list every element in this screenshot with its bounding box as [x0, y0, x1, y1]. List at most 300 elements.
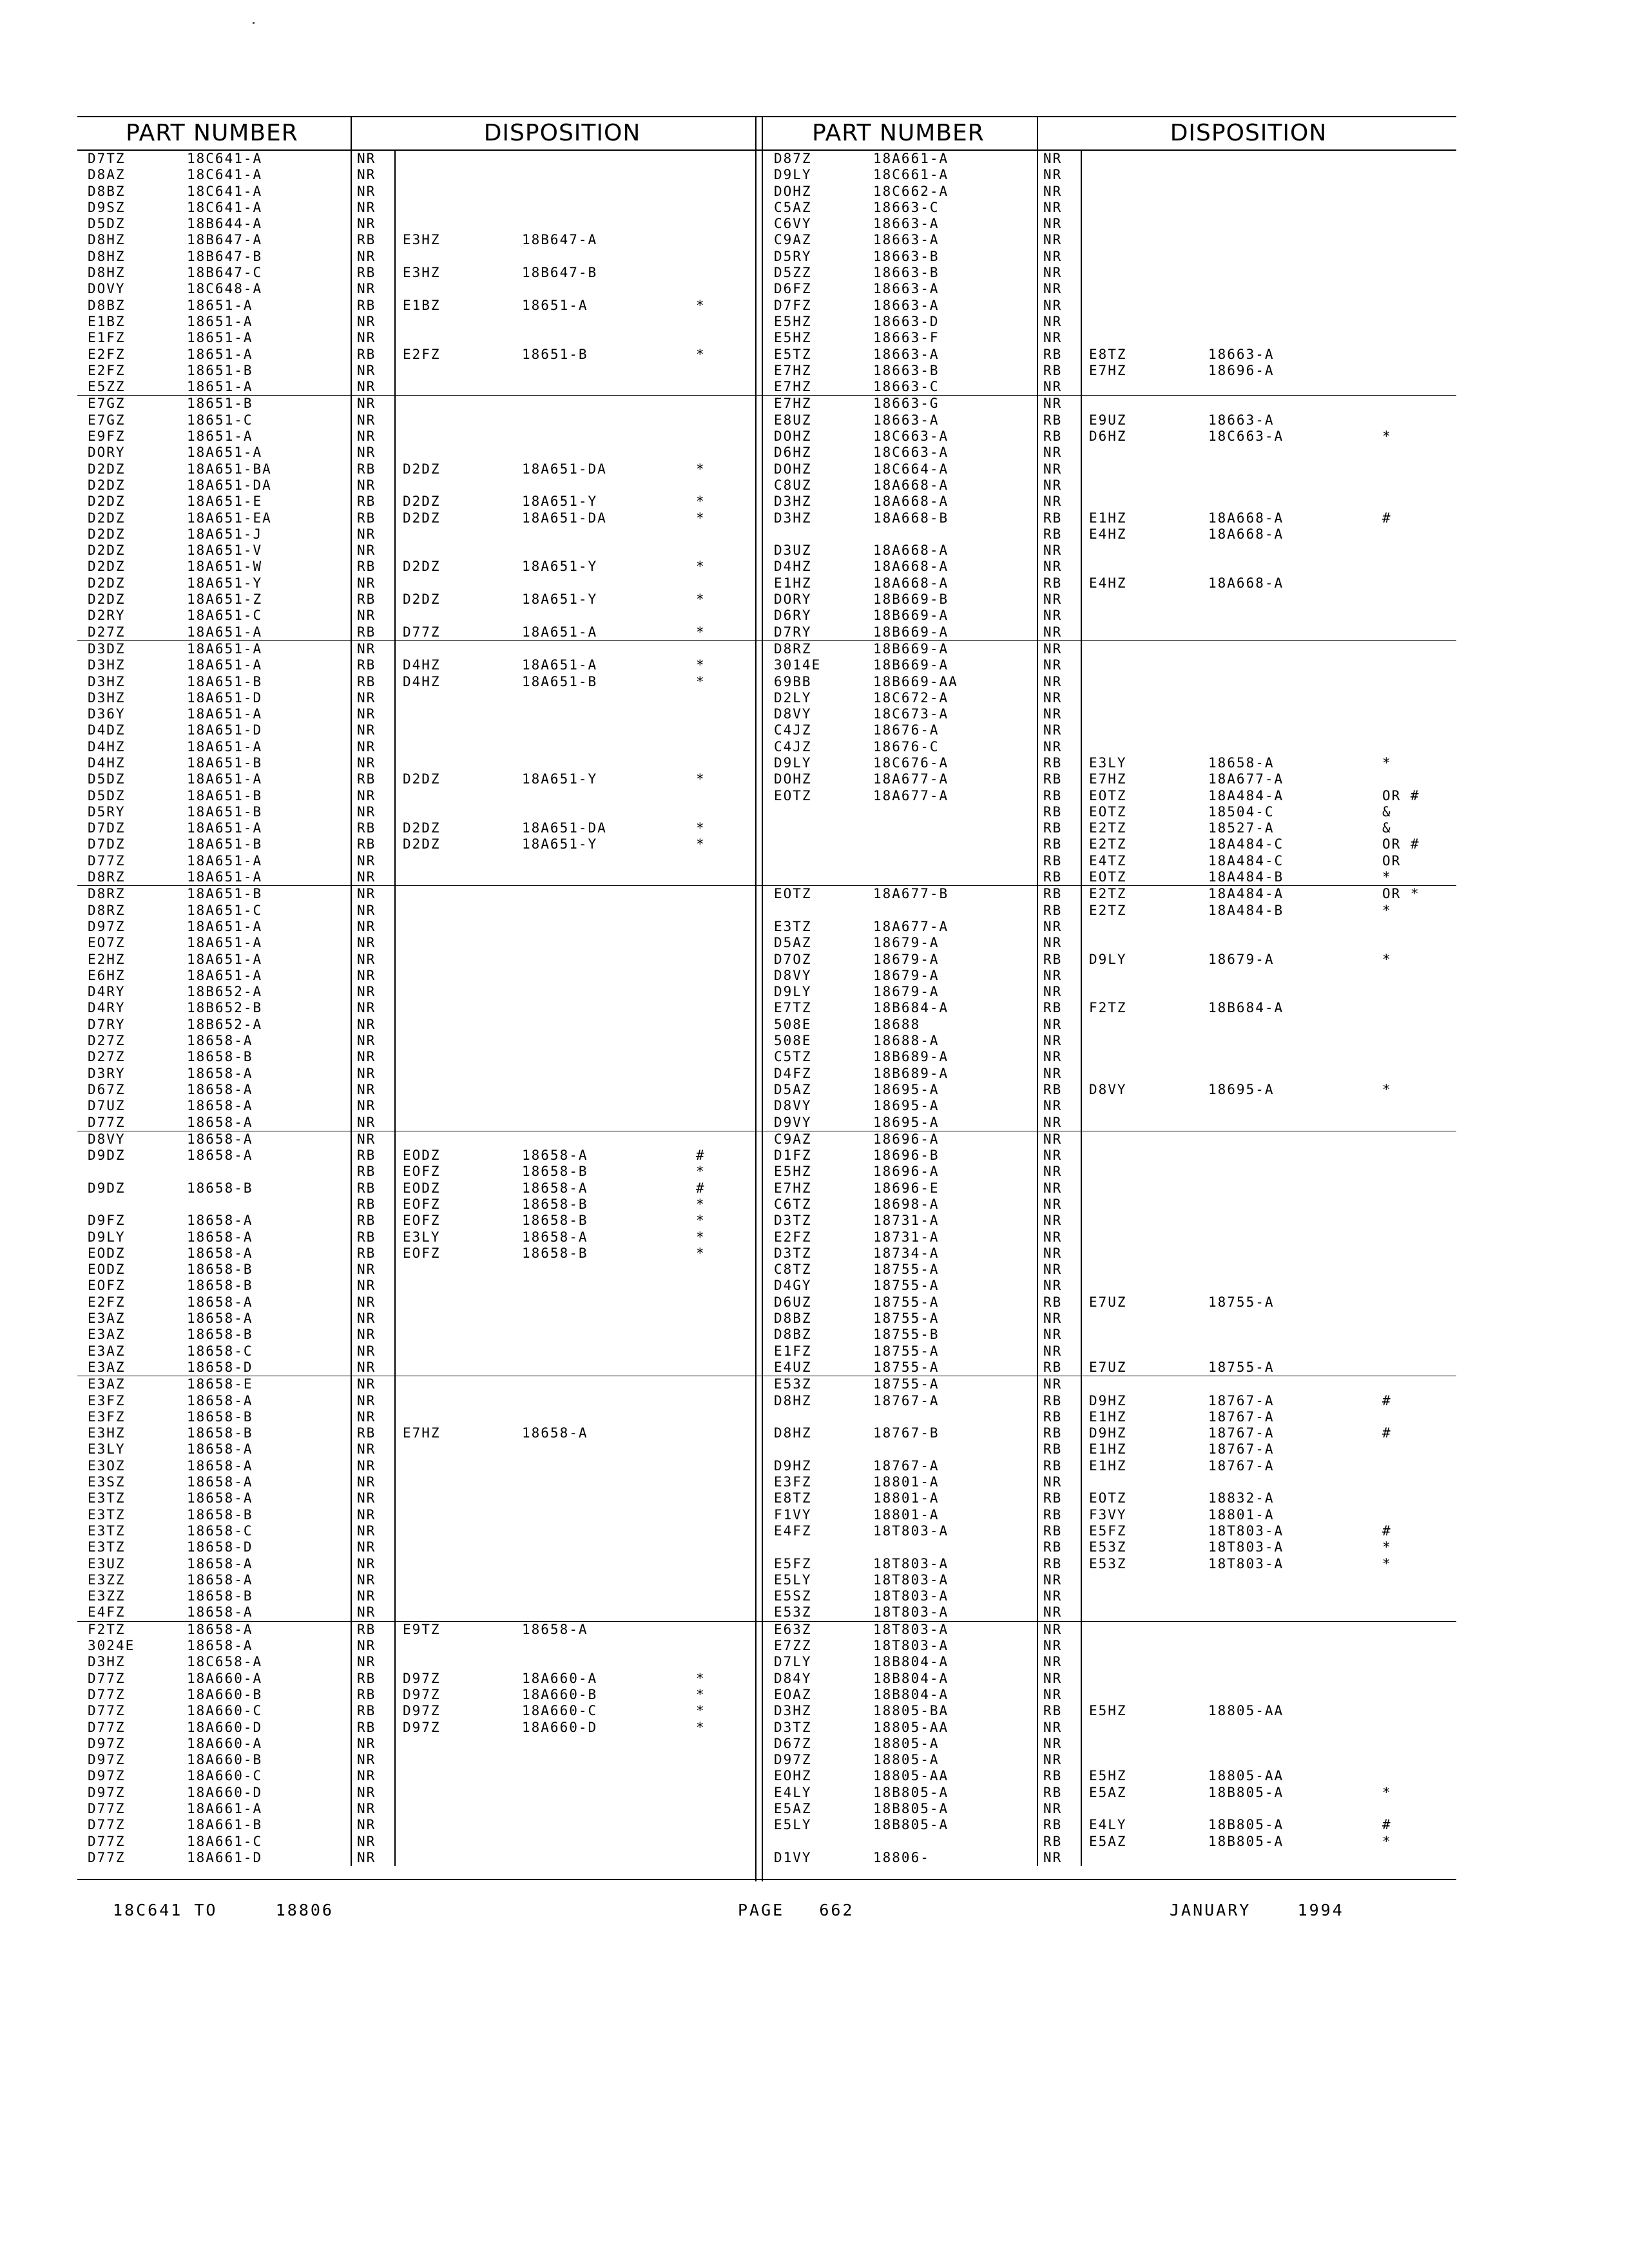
table-row — [764, 347, 1456, 363]
part-prefix: D5RY — [774, 248, 812, 264]
table-row — [764, 265, 1456, 281]
part-base-number: 18A660-A — [187, 1670, 263, 1686]
replacement-part-number: 18767-A — [1208, 1408, 1275, 1425]
part-base-number: 18698-A — [873, 1196, 940, 1212]
part-prefix: D2DZ — [88, 575, 126, 591]
disposition-code: NR — [1043, 706, 1063, 722]
table-row — [764, 1720, 1456, 1736]
part-base-number: 18755-A — [873, 1343, 940, 1359]
table-row — [764, 1572, 1456, 1588]
part-base-number: 18B652-A — [187, 984, 263, 1000]
part-prefix: D8BZ — [774, 1327, 812, 1343]
part-prefix: D5DZ — [88, 216, 126, 232]
part-base-number: 18663-C — [873, 379, 940, 395]
disposition-code: NR — [357, 1311, 376, 1327]
table-row — [77, 657, 770, 673]
left-disposition-heading: DISPOSITION — [483, 120, 641, 146]
disposition-code: NR — [357, 1049, 376, 1065]
disposition-code: NR — [357, 1359, 376, 1375]
part-base-number: 18A677-A — [873, 771, 949, 787]
part-prefix: D9VY — [774, 1114, 812, 1130]
part-base-number: 18651-A — [187, 297, 253, 313]
disposition-code: RB — [1043, 526, 1063, 542]
disposition-code: NR — [357, 330, 376, 346]
disposition-code: NR — [357, 1474, 376, 1490]
replacement-part-number: 18B647-A — [522, 232, 598, 248]
part-prefix: DOVY — [88, 281, 126, 297]
table-row — [764, 298, 1456, 314]
disposition-code: RB — [1043, 902, 1063, 918]
table-row — [77, 1490, 770, 1506]
part-prefix: E7HZ — [774, 396, 812, 412]
part-prefix: D8HZ — [88, 248, 126, 264]
replacement-prefix: E4LY — [1089, 1817, 1127, 1833]
replacement-prefix: D2DZ — [403, 559, 441, 575]
table-row — [77, 314, 770, 330]
table-row — [77, 265, 770, 281]
disposition-note: * — [696, 510, 706, 526]
part-base-number: 18658-A — [187, 1490, 253, 1506]
part-base-number: 18C641-A — [187, 151, 263, 166]
disposition-code: RB — [357, 1719, 376, 1735]
part-prefix: D87Z — [774, 151, 812, 166]
part-base-number: 18658-B — [187, 1506, 253, 1523]
disposition-code: NR — [1043, 1033, 1063, 1049]
part-prefix: E3AZ — [88, 1327, 126, 1343]
disposition-code: RB — [357, 1703, 376, 1719]
part-base-number: 18B652-B — [187, 1000, 263, 1016]
disposition-code: NR — [357, 706, 376, 722]
part-prefix: E7HZ — [774, 379, 812, 395]
disposition-code: NR — [357, 1588, 376, 1604]
replacement-part-number: 18A484-B — [1208, 902, 1284, 918]
part-prefix: D4GY — [774, 1278, 812, 1294]
disposition-note: * — [696, 1213, 706, 1229]
disposition-code: NR — [1043, 297, 1063, 313]
table-row — [764, 1294, 1456, 1311]
part-prefix: D9DZ — [88, 1148, 126, 1164]
part-prefix: D4RY — [88, 1000, 126, 1016]
table-row — [77, 1376, 770, 1392]
disposition-code: RB — [1043, 1833, 1063, 1849]
table-row — [77, 1262, 770, 1278]
disposition-code: NR — [1043, 1686, 1063, 1702]
disposition-code: NR — [1043, 232, 1063, 248]
disposition-code: RB — [1043, 1359, 1063, 1375]
table-row — [77, 1752, 770, 1768]
disposition-code: NR — [357, 1131, 376, 1147]
part-prefix: D8BZ — [88, 183, 126, 199]
disposition-code: NR — [1043, 477, 1063, 493]
disposition-code: NR — [1043, 1849, 1063, 1865]
part-prefix: D84Y — [774, 1670, 812, 1686]
replacement-part-number: 18T803-A — [1208, 1523, 1284, 1539]
disposition-code: RB — [357, 624, 376, 640]
table-row — [764, 1049, 1456, 1065]
part-base-number: 18663-F — [873, 330, 940, 346]
replacement-part-number: 18755-A — [1208, 1294, 1275, 1310]
disposition-code: RB — [357, 1229, 376, 1245]
part-prefix: D7LY — [774, 1654, 812, 1670]
table-row — [764, 1654, 1456, 1670]
table-row — [764, 771, 1456, 787]
part-prefix: D8VY — [774, 706, 812, 722]
replacement-prefix: E5HZ — [1089, 1703, 1127, 1719]
right-column-header — [764, 116, 1456, 149]
table-row — [764, 1604, 1456, 1620]
disposition-code: NR — [357, 543, 376, 559]
part-base-number: 18801-A — [873, 1474, 940, 1490]
part-prefix: D6HZ — [774, 445, 812, 461]
table-row — [764, 184, 1456, 200]
replacement-prefix: E9UZ — [1089, 412, 1127, 428]
replacement-part-number: 18663-A — [1208, 412, 1275, 428]
disposition-code: NR — [357, 1735, 376, 1751]
disposition-note: * — [1382, 951, 1392, 967]
part-base-number: 18755-A — [873, 1311, 940, 1327]
disposition-code: NR — [1043, 1719, 1063, 1735]
replacement-part-number: 18A651-A — [522, 624, 598, 640]
disposition-code: NR — [357, 787, 376, 803]
disposition-code: NR — [1043, 1164, 1063, 1180]
disposition-code: NR — [1043, 330, 1063, 346]
part-base-number: 18658-B — [187, 1049, 253, 1065]
disposition-code: RB — [357, 1196, 376, 1212]
part-prefix: D77Z — [88, 1703, 126, 1719]
disposition-note: # — [1382, 1425, 1392, 1441]
disposition-code: NR — [357, 1604, 376, 1620]
part-prefix: D9LY — [774, 167, 812, 183]
table-row — [77, 1327, 770, 1343]
disposition-note: * — [696, 1719, 706, 1735]
replacement-part-number: 18A651-Y — [522, 591, 598, 608]
disposition-code: NR — [357, 445, 376, 461]
part-prefix: D8AZ — [88, 167, 126, 183]
replacement-prefix: E5AZ — [1089, 1833, 1127, 1849]
part-base-number: 18A651-A — [187, 918, 263, 934]
part-prefix: D77Z — [88, 1833, 126, 1849]
disposition-code: NR — [1043, 1049, 1063, 1065]
table-row — [77, 249, 770, 265]
part-base-number: 18A651-A — [187, 657, 263, 673]
part-prefix: D3HZ — [774, 494, 812, 510]
part-prefix: C6TZ — [774, 1196, 812, 1212]
part-prefix: EOTZ — [774, 787, 812, 803]
part-prefix: E7TZ — [774, 1000, 812, 1016]
part-prefix: D1VY — [774, 1849, 812, 1865]
table-row — [77, 853, 770, 869]
part-prefix: C9AZ — [774, 232, 812, 248]
table-row — [764, 869, 1456, 885]
part-prefix: D77Z — [88, 1719, 126, 1735]
part-base-number: 18658-A — [187, 1213, 253, 1229]
part-base-number: 18A651-B — [187, 836, 263, 852]
table-row — [77, 1687, 770, 1703]
disposition-note: # — [696, 1180, 706, 1196]
table-row — [77, 1098, 770, 1114]
disposition-code: NR — [357, 428, 376, 445]
table-row — [77, 1082, 770, 1098]
disposition-code: NR — [357, 1327, 376, 1343]
part-base-number: 18658-B — [187, 1327, 253, 1343]
part-base-number: 18679-A — [873, 967, 940, 983]
part-base-number: 18805-A — [873, 1735, 940, 1751]
disposition-code: NR — [357, 869, 376, 885]
part-base-number: 18A651-B — [187, 673, 263, 689]
table-row — [764, 1785, 1456, 1801]
part-prefix: E6HZ — [88, 967, 126, 983]
part-prefix: D8HZ — [88, 232, 126, 248]
disposition-code: RB — [357, 1621, 376, 1637]
scan-speck — [253, 22, 255, 24]
replacement-part-number: 18658-A — [1208, 754, 1275, 771]
part-prefix: D7OZ — [774, 951, 812, 967]
replacement-prefix: E4TZ — [1089, 852, 1127, 869]
part-base-number: 18767-B — [873, 1425, 940, 1441]
part-base-number: 18A661-C — [187, 1833, 263, 1849]
part-base-number: 18651-A — [187, 313, 253, 329]
part-base-number: 18658-B — [187, 1278, 253, 1294]
table-row — [764, 330, 1456, 346]
part-prefix: E53Z — [774, 1376, 812, 1392]
part-base-number: 18801-A — [873, 1490, 940, 1506]
table-row — [764, 1311, 1456, 1327]
part-base-number: 18658-C — [187, 1523, 253, 1539]
disposition-code: RB — [357, 1213, 376, 1229]
table-row — [764, 722, 1456, 738]
part-prefix: D2DZ — [88, 510, 126, 526]
part-base-number: 18663-B — [873, 362, 940, 378]
table-row — [764, 624, 1456, 640]
table-row — [764, 1000, 1456, 1016]
table-row — [77, 820, 770, 836]
part-prefix: E3AZ — [88, 1311, 126, 1327]
part-base-number: 18663-B — [873, 265, 940, 281]
part-prefix: D9DZ — [88, 1180, 126, 1196]
disposition-code: NR — [1043, 1065, 1063, 1081]
part-base-number: 18658-A — [187, 1033, 253, 1049]
part-base-number: 18651-A — [187, 330, 253, 346]
disposition-code: NR — [357, 886, 376, 902]
part-base-number: 18658-A — [187, 1294, 253, 1310]
footer-range: 18C641 TO 18806 — [113, 1901, 334, 1919]
part-base-number: 18658-C — [187, 1343, 253, 1359]
replacement-part-number: 18C663-A — [1208, 428, 1284, 445]
table-row — [77, 1033, 770, 1049]
replacement-part-number: 18767-A — [1208, 1457, 1275, 1474]
disposition-code: NR — [1043, 1474, 1063, 1490]
part-base-number: 18A660-D — [187, 1784, 263, 1800]
part-prefix: D4HZ — [88, 754, 126, 771]
part-base-number: 18A651-B — [187, 886, 263, 902]
disposition-code: RB — [1043, 951, 1063, 967]
table-row — [764, 1801, 1456, 1817]
disposition-note: * — [696, 1229, 706, 1245]
replacement-prefix: E8TZ — [1089, 346, 1127, 362]
part-prefix: D77Z — [88, 1670, 126, 1686]
table-row — [764, 1850, 1456, 1866]
replacement-part-number: 18805-AA — [1208, 1703, 1284, 1719]
part-prefix: E3FZ — [774, 1474, 812, 1490]
part-prefix: E3FZ — [88, 1408, 126, 1425]
table-row — [77, 1572, 770, 1588]
part-base-number: 18805-AA — [873, 1719, 949, 1735]
part-base-number: 18B689-A — [873, 1065, 949, 1081]
disposition-code: NR — [1043, 1213, 1063, 1229]
replacement-prefix: D2DZ — [403, 494, 441, 510]
table-row — [764, 1196, 1456, 1213]
table-row — [77, 919, 770, 935]
part-base-number: 18806- — [873, 1849, 930, 1865]
part-base-number: 18A651-C — [187, 902, 263, 918]
disposition-code: RB — [1043, 1817, 1063, 1833]
disposition-code: NR — [1043, 1800, 1063, 1816]
table-row — [77, 1539, 770, 1555]
disposition-code: NR — [1043, 248, 1063, 264]
replacement-part-number: 18A651-A — [522, 657, 598, 673]
part-prefix: D77Z — [88, 1849, 126, 1865]
part-base-number: 18755-A — [873, 1359, 940, 1375]
disposition-code: NR — [1043, 1114, 1063, 1130]
part-base-number: 18A651-D — [187, 722, 263, 738]
part-base-number: 18A677-B — [873, 886, 949, 902]
disposition-note: # — [1382, 1523, 1392, 1539]
disposition-code: NR — [1043, 673, 1063, 689]
part-prefix: E3AZ — [88, 1359, 126, 1375]
part-prefix: E3HZ — [88, 1425, 126, 1441]
table-row — [77, 706, 770, 722]
part-base-number: 18663-D — [873, 313, 940, 329]
part-prefix: D4HZ — [88, 738, 126, 754]
disposition-note: * — [696, 461, 706, 477]
part-base-number: 18A651-B — [187, 754, 263, 771]
table-row — [764, 1817, 1456, 1833]
replacement-part-number: 18767-A — [1208, 1441, 1275, 1457]
table-row — [764, 657, 1456, 673]
part-prefix: E2HZ — [88, 951, 126, 967]
part-prefix: E3ZZ — [88, 1571, 126, 1588]
part-base-number: 18A651-A — [187, 935, 263, 951]
disposition-note: * — [1382, 754, 1392, 771]
replacement-part-number: 18A651-DA — [522, 510, 607, 526]
part-prefix: D9FZ — [88, 1213, 126, 1229]
replacement-prefix: D97Z — [403, 1703, 441, 1719]
table-row — [764, 1148, 1456, 1164]
table-row — [77, 1294, 770, 1311]
part-prefix: D3HZ — [88, 657, 126, 673]
part-base-number: 18T803-A — [873, 1638, 949, 1654]
replacement-prefix: E1HZ — [1089, 1441, 1127, 1457]
part-base-number: 18801-A — [873, 1506, 940, 1523]
replacement-prefix: E7UZ — [1089, 1294, 1127, 1310]
replacement-part-number: 18658-B — [522, 1213, 588, 1229]
disposition-code: NR — [1043, 1311, 1063, 1327]
part-prefix: D8VY — [774, 967, 812, 983]
replacement-prefix: E3LY — [1089, 754, 1127, 771]
part-base-number: 18658-A — [187, 1245, 253, 1261]
part-base-number: 18658-D — [187, 1539, 253, 1555]
disposition-note: * — [1382, 1081, 1392, 1097]
table-row — [764, 1082, 1456, 1098]
disposition-code: NR — [1043, 461, 1063, 477]
disposition-code: NR — [357, 281, 376, 297]
replacement-prefix: D9LY — [1089, 951, 1127, 967]
replacement-part-number: 18801-A — [1208, 1506, 1275, 1523]
replacement-prefix: EODZ — [403, 1148, 441, 1164]
table-row — [764, 853, 1456, 869]
replacement-part-number: 18A484-B — [1208, 869, 1284, 885]
part-base-number: 18A668-A — [873, 559, 949, 575]
table-row — [77, 1213, 770, 1229]
table-row — [764, 379, 1456, 395]
disposition-code: NR — [357, 1408, 376, 1425]
disposition-code: NR — [1043, 167, 1063, 183]
part-base-number: 18695-A — [873, 1098, 940, 1114]
replacement-prefix: EOTZ — [1089, 803, 1127, 820]
part-prefix: D3UZ — [774, 543, 812, 559]
part-prefix: E4UZ — [774, 1359, 812, 1375]
table-row — [77, 674, 770, 690]
part-prefix: E53Z — [774, 1604, 812, 1620]
table-row — [77, 804, 770, 820]
disposition-code: NR — [1043, 918, 1063, 934]
disposition-code: RB — [357, 265, 376, 281]
replacement-part-number: 18B805-A — [1208, 1833, 1284, 1849]
table-row — [77, 1066, 770, 1082]
disposition-code: NR — [357, 1817, 376, 1833]
replacement-prefix: D2DZ — [403, 510, 441, 526]
table-row — [77, 739, 770, 755]
disposition-code: NR — [1043, 640, 1063, 657]
disposition-code: NR — [357, 1343, 376, 1359]
table-row — [764, 526, 1456, 543]
part-base-number: 18755-A — [873, 1278, 940, 1294]
header-divider — [351, 117, 352, 149]
disposition-code: NR — [357, 918, 376, 934]
table-row — [764, 412, 1456, 428]
table-row — [764, 314, 1456, 330]
replacement-part-number: 18A660-C — [522, 1703, 598, 1719]
replacement-part-number: 18T803-A — [1208, 1555, 1284, 1571]
part-base-number: 18A651-A — [187, 624, 263, 640]
replacement-prefix: E9TZ — [403, 1621, 441, 1637]
table-row — [764, 1376, 1456, 1392]
part-base-number: 18A660-C — [187, 1768, 263, 1784]
part-prefix: D3TZ — [774, 1213, 812, 1229]
part-base-number: 18A651-A — [187, 738, 263, 754]
table-row — [764, 1327, 1456, 1343]
part-base-number: 18651-C — [187, 412, 253, 428]
part-prefix: D3HZ — [774, 1703, 812, 1719]
disposition-code: NR — [1043, 1735, 1063, 1751]
table-row — [77, 722, 770, 738]
part-base-number: 18658-A — [187, 1457, 253, 1474]
table-row — [764, 1523, 1456, 1539]
part-prefix: D97Z — [88, 1752, 126, 1768]
table-row — [764, 591, 1456, 608]
table-row — [764, 363, 1456, 379]
part-prefix: D3HZ — [88, 689, 126, 706]
disposition-code: NR — [357, 1016, 376, 1032]
table-row — [764, 1556, 1456, 1572]
part-base-number: 18A651-V — [187, 543, 263, 559]
part-base-number: 18658-A — [187, 1098, 253, 1114]
part-base-number: 18B804-A — [873, 1654, 949, 1670]
disposition-code: NR — [357, 640, 376, 657]
disposition-code: RB — [1043, 1294, 1063, 1310]
part-base-number: 18658-D — [187, 1359, 253, 1375]
disposition-code: RB — [1043, 1457, 1063, 1474]
